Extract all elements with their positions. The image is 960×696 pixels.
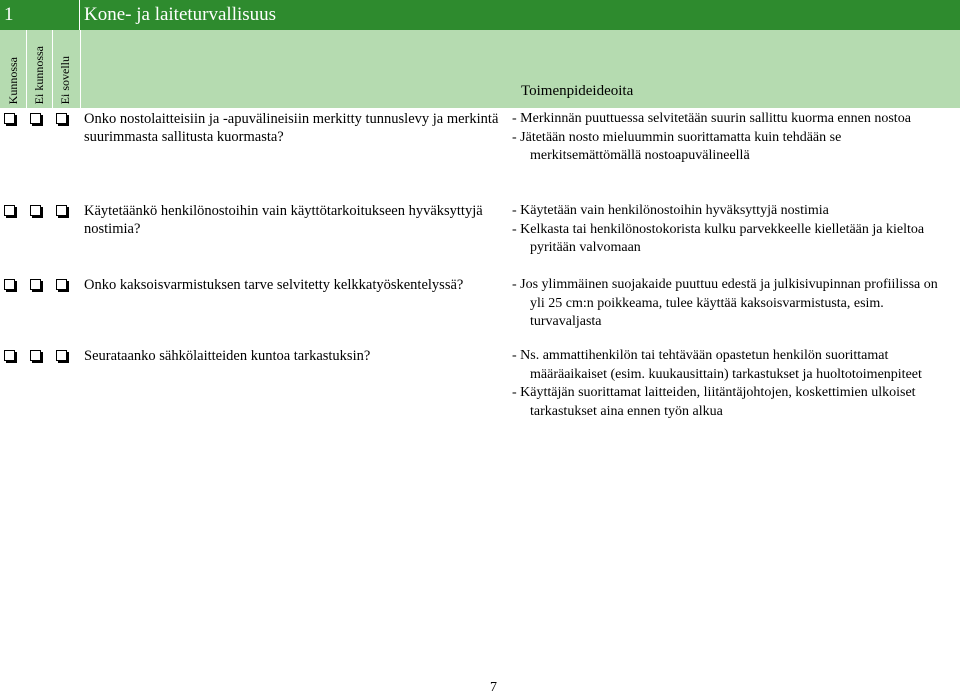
checkbox-kunnossa[interactable] [4, 350, 15, 361]
idea-item: - Kelkasta tai henkilönostokorista kulku parvekkeelle kielletään ja kieltoa pyritään valvomaan [512, 221, 925, 255]
question-text: Seurataanko sähkölaitteiden kuntoa tarkastuksin? [84, 348, 371, 364]
column-label-ei-sovellu: Ei sovellu [58, 55, 72, 104]
question-text: Onko kaksoisvarmistuksen tarve selvitetty kelkkatyöskentelyssä? [84, 277, 464, 293]
idea-item: - Jätetään nosto mieluummin suorittamatta kuin tehdään se merkitsemättömällä nostoapuvälineellä [512, 129, 842, 163]
idea-item: - Ns. ammattihenkilön tai tehtävään opastetun henkilön suorittamat määräaikaiset (esim. kuukausittain) tarkastukset ja huoltotoimenpiteet [512, 348, 922, 382]
column-label-kunnossa: Kunnossa [6, 56, 20, 104]
checkbox-ei-kunnossa[interactable] [30, 205, 41, 216]
section-header [0, 0, 960, 30]
ideas-list [512, 276, 952, 332]
question-text: Onko nostolaitteisiin ja -apuvälineisiin merkitty tunnuslevy ja merkintä suurimmasta sallitusta kuormasta? [84, 111, 499, 145]
checkbox-ei-sovellu[interactable] [56, 205, 67, 216]
page-number: 7 [490, 680, 497, 695]
idea-item: - Merkinnän puuttuessa selvitetään suurin sallittu kuorma ennen nostoa [512, 111, 911, 126]
column-divider [26, 30, 27, 108]
checkbox-kunnossa[interactable] [4, 279, 15, 290]
ideas-list [512, 110, 952, 166]
column-divider [52, 30, 53, 108]
column-header [0, 30, 960, 108]
idea-item: - Käyttäjän suorittamat laitteiden, liitäntäjohtojen, koskettimien ulkoiset tarkastukset aina ennen työn alkua [512, 385, 916, 419]
ideas-list [512, 202, 952, 258]
ideas-column-heading: Toimenpideideoita [521, 83, 634, 99]
column-divider [80, 30, 81, 108]
column-label-ei-kunnossa: Ei kunnossa [32, 45, 46, 104]
checkbox-ei-kunnossa[interactable] [30, 350, 41, 361]
checkbox-ei-kunnossa[interactable] [30, 279, 41, 290]
checkbox-ei-kunnossa[interactable] [30, 113, 41, 124]
checkbox-ei-sovellu[interactable] [56, 350, 67, 361]
checkbox-ei-sovellu[interactable] [56, 279, 67, 290]
question-text: Käytetäänkö henkilönostoihin vain käyttötarkoitukseen hyväksyttyjä nostimia? [84, 203, 483, 237]
checkbox-ei-sovellu[interactable] [56, 113, 67, 124]
idea-item: - Käytetään vain henkilönostoihin hyväksyttyjä nostimia [512, 203, 829, 218]
checkbox-kunnossa[interactable] [4, 113, 15, 124]
ideas-list [512, 347, 952, 421]
section-title: Kone- ja laiteturvallisuus [84, 4, 277, 25]
checkbox-kunnossa[interactable] [4, 205, 15, 216]
section-number: 1 [0, 0, 80, 30]
idea-item: - Jos ylimmäinen suojakaide puuttuu edestä ja julkisivupinnan profiilissa on yli 25 cm:n poikkeama, tulee käyttää kaksoisvarmistusta, esim. turvavaljasta [512, 277, 938, 329]
